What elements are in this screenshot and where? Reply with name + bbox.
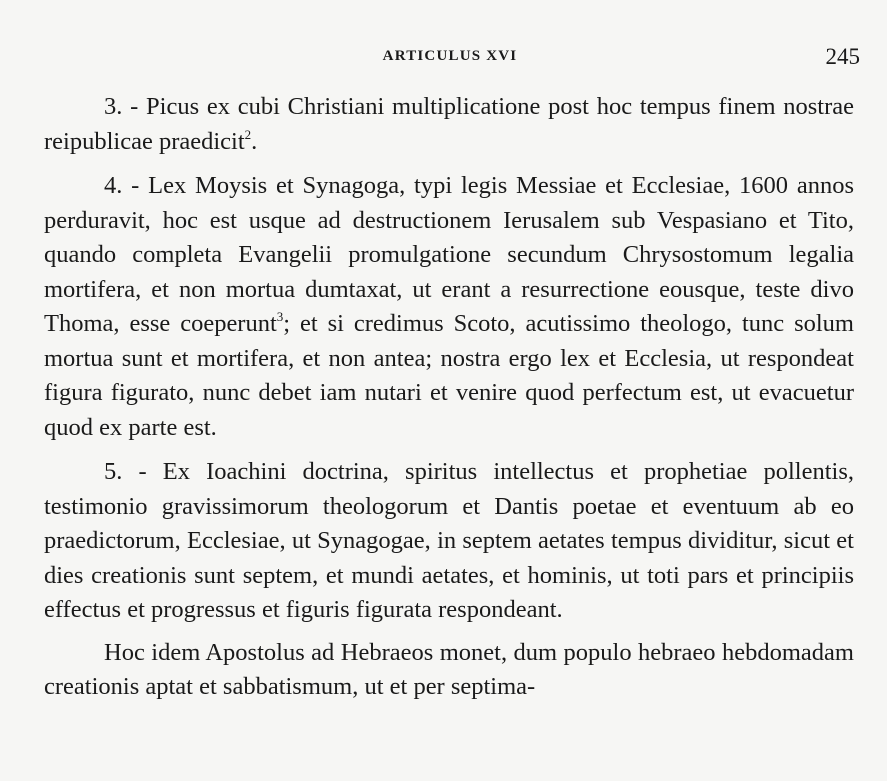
- page-number: 245: [825, 44, 860, 69]
- paragraph-text: 5. - Ex Ioachini doctrina, spiritus intellectus et prophetiae pollentis, testimonio gravissimorum theologorum et Dantis poetae et eventuum ab eo praedictorum, Ecclesiae, ut Synagogae, in septem aetates tempus dividitur, sicut et dies creationis sunt septem, et mundi aetates, et hominis, ut toti pars et principiis effectus et progressus et figuris figurata respondeant.: [44, 458, 854, 623]
- paragraph-3: [44, 90, 854, 159]
- paragraph-5: [44, 455, 854, 628]
- footnote-marker: 3: [276, 309, 284, 324]
- paragraph-text-end: .: [251, 127, 258, 155]
- body-text: [44, 90, 854, 705]
- paragraph-hebraeos: [44, 636, 854, 705]
- paragraph-text: Hoc idem Apostolus ad Hebraeos monet, dum populo hebraeo hebdomadam creationis aptat et sabbatismum, ut et per septima-: [44, 638, 854, 700]
- paragraph-4: [44, 169, 854, 445]
- paragraph-text-end: ; et si credimus Scoto, acutissimo theologo, tunc solum mortua sunt et mortifera, et non antea; nostra ergo lex et Ecclesia, ut respondeat figura figurato, nunc debet iam nutari et venire quod perfectum est, ut evacuetur quod ex parte est.: [44, 310, 854, 441]
- running-head: [40, 44, 860, 74]
- paragraph-text: 3. - Picus ex cubi Christiani multiplicatione post hoc tempus finem nostrae reipublicae praedicit: [44, 93, 854, 155]
- footnote-marker: 2: [244, 126, 252, 142]
- paragraph-text: 4. - Lex Moysis et Synagoga, typi legis Messiae et Ecclesiae, 1600 annos perduravit, hoc est usque ad destructionem Ierusalem sub Vespasiano et Tito, quando completa Evangelii promulgatione secundum Chrysostomum legalia mortifera, et non mortua dumtaxat, ut erant a resurrectione eousque, teste divo Thoma, esse coeperunt: [44, 172, 854, 337]
- running-title: ARTICULUS XVI: [382, 48, 518, 64]
